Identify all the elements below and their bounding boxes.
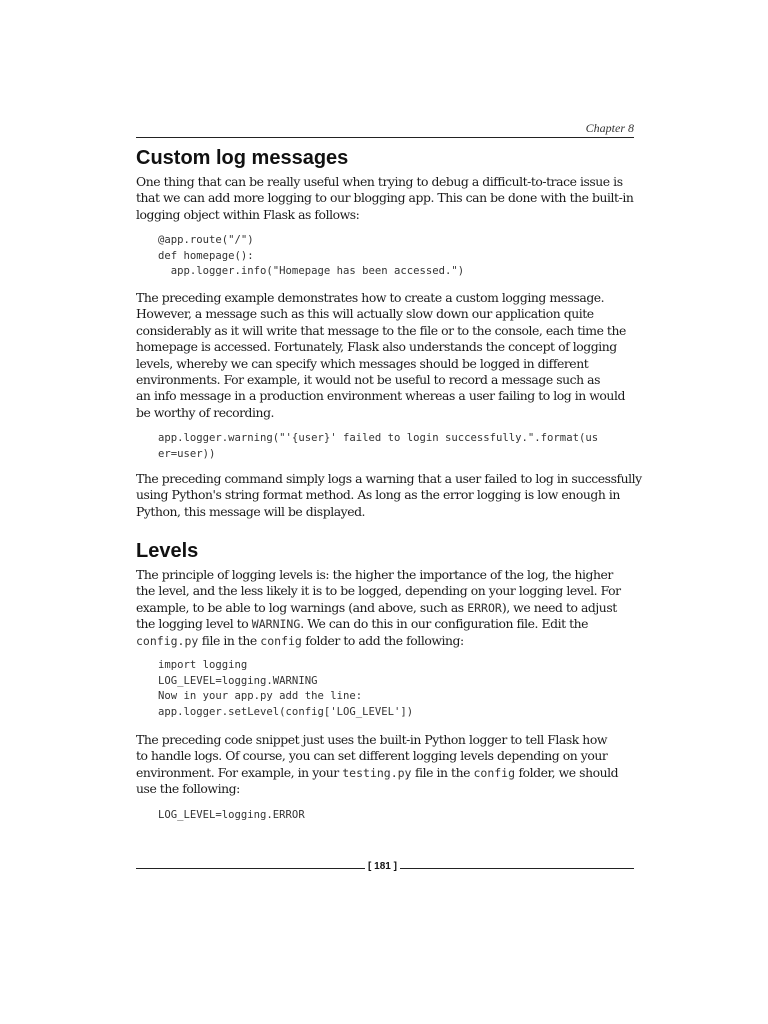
text-line [136,616,634,632]
footer-rule-left [136,868,365,869]
text-line: logging object within Flask as follows: [136,206,360,222]
text-line: the level, and the less likely it is to be logged, depending on your logging level. For [136,583,621,599]
text-line: The preceding example demonstrates how to create a custom logging message. [136,290,605,305]
section-heading-custom-log-messages: Custom log messages [136,147,349,169]
text-line [136,765,634,781]
text-line: homepage is accessed. Fortunately, Flask also understands the concept of logging [136,339,617,355]
inline-code-config: config [473,765,516,780]
text-line [136,600,634,616]
text-line: use the following: [136,781,240,797]
text-line: The principle of logging levels is: the higher the importance of the log, the higher [136,567,613,582]
section-heading-levels: Levels [136,540,199,562]
code-block-logger-warning: app.logger.warning("'{user}' failed to login successfully.".format(us er=user)) [158,432,599,460]
text-line: an info message in a production environment whereas a user failing to log in would [136,388,625,404]
inline-code-config-py: config.py [136,633,199,648]
inline-code-config: config [260,633,302,648]
text-run: folder to add the following: [301,632,464,648]
text-line: However, a message such as this will actually slow down our application quite [136,306,594,322]
header-rule [136,137,634,138]
page-number: [ 181 ] [368,861,397,872]
text-run: example, to be able to log warnings (and above, such as [136,599,468,615]
text-run: ), we need to adjust [501,599,617,615]
text-line: be worthy of recording. [136,404,275,420]
text-line [136,633,634,649]
text-line: environments. For example, it would not be useful to record a message such as [136,372,601,388]
page-footer [136,860,634,878]
paragraph-logging-levels [136,567,634,649]
text-line: considerably as it will write that message to the file or to the console, each time the [136,322,626,338]
text-line: The preceding command simply logs a warning that a user failed to log in successfully [136,471,642,486]
text-line: to handle logs. Of course, you can set different logging levels depending on your [136,748,608,764]
text-line: levels, whereby we can specify which messages should be logged in different [136,355,589,371]
text-run: folder, we should [515,764,619,780]
text-run: the logging level to [136,616,252,632]
running-head-chapter: Chapter 8 [585,121,634,135]
text-run: . We can do this in our configuration file. Edit the [300,616,589,632]
paragraph-warning-explanation [136,471,642,520]
inline-code-testing-py: testing.py [342,765,412,780]
paragraph-snippet-explanation [136,732,634,798]
paragraph-intro [136,174,634,223]
inline-code-error: ERROR [467,600,502,615]
footer-rule-right [400,868,634,869]
code-block-homepage-route: @app.route("/") def homepage(): app.logger.info("Homepage has been accessed.") [158,234,465,278]
text-line: that we can add more logging to our blogging app. This can be done with the built-in [136,190,634,206]
text-run: file in the [411,764,474,780]
code-block-error-level: LOG_LEVEL=logging.ERROR [158,809,305,821]
text-run: file in the [198,632,261,648]
text-line: The preceding code snippet just uses the built-in Python logger to tell Flask how [136,732,607,747]
text-run: environment. For example, in your [136,764,343,780]
paragraph-custom-logging-explanation [136,290,634,421]
text-line: using Python's string format method. As long as the error logging is low enough in [136,487,620,503]
text-line: One thing that can be really useful when trying to debug a difficult-to-trace issue is [136,174,623,189]
code-block-log-level-config: import logging LOG_LEVEL=logging.WARNING Now in your app.py add the line: app.logger.setLevel(config['LOG_LEVEL']) [158,659,414,718]
text-line: Python, this message will be displayed. [136,503,366,519]
inline-code-warning: WARNING [251,617,301,632]
